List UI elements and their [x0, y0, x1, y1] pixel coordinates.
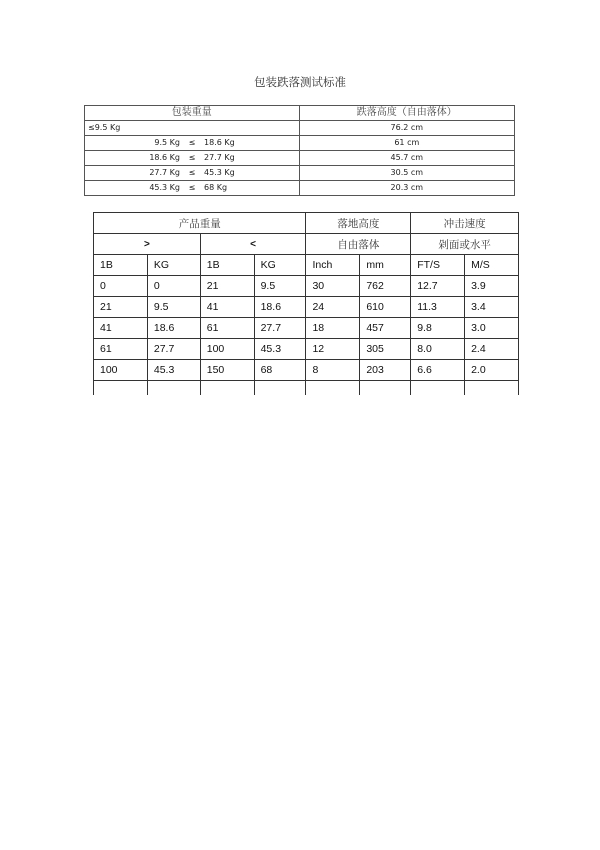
table-row-empty [94, 381, 519, 396]
le-symbol: ≤ [188, 138, 196, 147]
weight-range-cell [85, 151, 300, 166]
unit-header: mm [360, 255, 411, 276]
header-drop-height: 跌落高度（自由落体） [299, 106, 514, 121]
unit-header: Inch [306, 255, 360, 276]
table-cell [306, 381, 360, 396]
table-cell: 3.9 [465, 276, 519, 297]
table-cell: 203 [360, 360, 411, 381]
impact-velocity-table [93, 212, 519, 395]
table-row [85, 151, 515, 166]
table-cell: 2.4 [465, 339, 519, 360]
table-cell: 41 [200, 297, 254, 318]
unit-header: KG [147, 255, 200, 276]
weight-max: 18.6 Kg [204, 138, 235, 147]
table-cell: 457 [360, 318, 411, 339]
table-row [85, 166, 515, 181]
le-symbol: ≤ [188, 153, 196, 162]
drop-height-cell: 45.7 cm [299, 151, 514, 166]
table-cell [360, 381, 411, 396]
unit-header-row [94, 255, 519, 276]
table-cell: 762 [360, 276, 411, 297]
header-package-weight: 包装重量 [85, 106, 300, 121]
weight-max: ≤9.5 Kg [88, 123, 121, 132]
header-greater-than: > [94, 234, 201, 255]
group-header-row [94, 213, 519, 234]
table-row [94, 318, 519, 339]
table-cell: 18.6 [254, 297, 306, 318]
table-cell: 68 [254, 360, 306, 381]
document-title: 包装跌落测试标准 [254, 75, 346, 89]
table-row [85, 121, 515, 136]
header-face-or-flat: 剁面或水平 [411, 234, 519, 255]
weight-max: 45.3 Kg [204, 168, 235, 177]
table-cell [411, 381, 465, 396]
weight-min: 18.6 Kg [149, 153, 180, 162]
table-cell: 9.5 [147, 297, 200, 318]
table-row [94, 276, 519, 297]
table-cell [200, 381, 254, 396]
table-cell: 2.0 [465, 360, 519, 381]
table-cell: 30 [306, 276, 360, 297]
table-cell [254, 381, 306, 396]
table-cell [147, 381, 200, 396]
table-cell: 150 [200, 360, 254, 381]
weight-range-cell [85, 136, 300, 151]
table-cell: 21 [94, 297, 148, 318]
table-row [94, 360, 519, 381]
header-less-than: < [200, 234, 306, 255]
table-cell: 8 [306, 360, 360, 381]
table-cell: 305 [360, 339, 411, 360]
weight-min: 27.7 Kg [149, 168, 180, 177]
table-cell: 610 [360, 297, 411, 318]
table-cell: 12 [306, 339, 360, 360]
table-cell [465, 381, 519, 396]
sub-header-row [94, 234, 519, 255]
weight-min: 9.5 Kg [154, 138, 180, 147]
table-cell: 18.6 [147, 318, 200, 339]
table-cell: 0 [147, 276, 200, 297]
table-cell: 27.7 [147, 339, 200, 360]
unit-header: 1B [200, 255, 254, 276]
unit-header: M/S [465, 255, 519, 276]
weight-min: 45.3 Kg [149, 183, 180, 192]
table-cell: 0 [94, 276, 148, 297]
drop-height-cell: 76.2 cm [299, 121, 514, 136]
table-cell: 9.5 [254, 276, 306, 297]
table-row [85, 136, 515, 151]
table-cell: 12.7 [411, 276, 465, 297]
unit-header: FT/S [411, 255, 465, 276]
header-free-fall: 自由落体 [306, 234, 411, 255]
drop-height-cell: 61 cm [299, 136, 514, 151]
table-cell: 100 [94, 360, 148, 381]
unit-header: 1B [94, 255, 148, 276]
table-cell: 61 [94, 339, 148, 360]
table-cell: 100 [200, 339, 254, 360]
table-cell: 45.3 [147, 360, 200, 381]
le-symbol: ≤ [188, 168, 196, 177]
table-row [85, 181, 515, 196]
unit-header: KG [254, 255, 306, 276]
table-row [94, 297, 519, 318]
header-product-weight: 产品重量 [94, 213, 306, 234]
table-cell: 8.0 [411, 339, 465, 360]
table-cell: 11.3 [411, 297, 465, 318]
header-landing-height: 落地高度 [306, 213, 411, 234]
table-row [94, 339, 519, 360]
table-cell: 3.0 [465, 318, 519, 339]
drop-height-table [84, 105, 515, 196]
weight-range-cell [85, 166, 300, 181]
table-cell: 24 [306, 297, 360, 318]
weight-range-cell [85, 181, 300, 196]
weight-max: 27.7 Kg [204, 153, 235, 162]
table-cell: 27.7 [254, 318, 306, 339]
table-cell: 41 [94, 318, 148, 339]
drop-height-cell: 30.5 cm [299, 166, 514, 181]
table-cell: 45.3 [254, 339, 306, 360]
table-cell [94, 381, 148, 396]
table-cell: 61 [200, 318, 254, 339]
le-symbol: ≤ [188, 183, 196, 192]
weight-range-cell [85, 121, 300, 136]
table-cell: 21 [200, 276, 254, 297]
table-cell: 9.8 [411, 318, 465, 339]
table-cell: 3.4 [465, 297, 519, 318]
header-impact-velocity: 冲击速度 [411, 213, 519, 234]
drop-height-cell: 20.3 cm [299, 181, 514, 196]
table-cell: 18 [306, 318, 360, 339]
table-cell: 6.6 [411, 360, 465, 381]
table-header-row [85, 106, 515, 121]
weight-max: 68 Kg [204, 183, 228, 192]
